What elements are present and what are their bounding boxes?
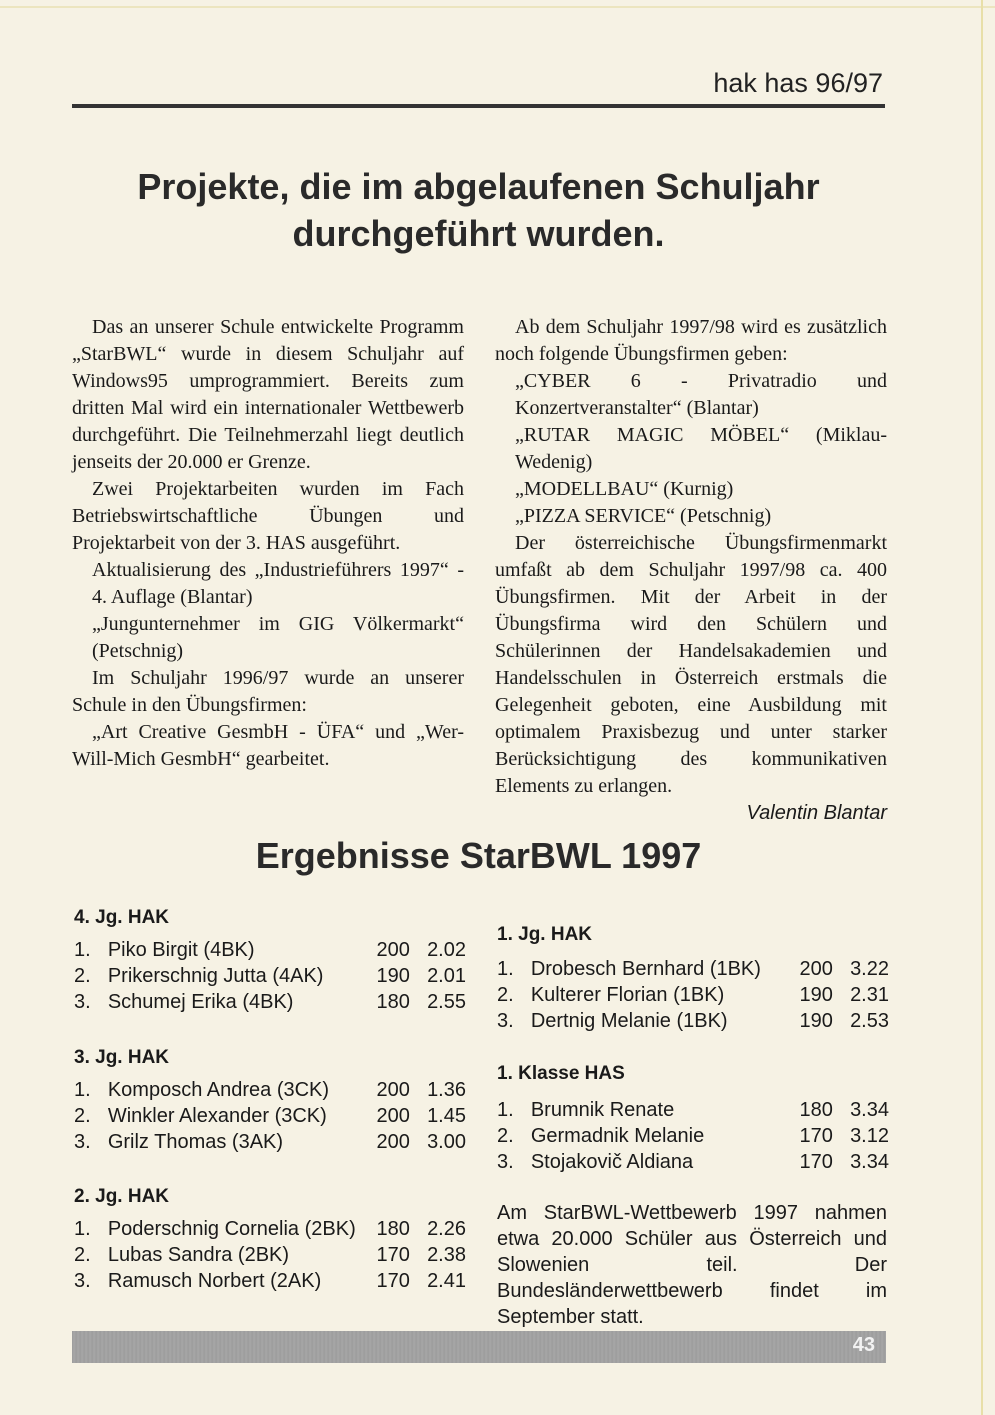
score: 3.00 [427,1131,466,1153]
page-edge [0,6,995,8]
paragraph: Im Schuljahr 1996/97 wurde an unserer Schule in den Übungsfirmen: [72,667,464,716]
paragraph: Das an unserer Schule entwickelte Programm „StarBWL“ wurde in diesem Schuljahr auf Windows95 umprogrammiert. Bereits zum dritten Mal wird ein internationaler Wettbewerb durchgeführt. Die Teilnehmerzahl liegt deutlich jenseits der 20.000 er Grenze. [72,316,464,473]
student-name: Piko Birgit (4BK) [107,939,255,961]
result-row [74,1268,466,1294]
rank: 1. [497,958,514,980]
score: 2.31 [850,984,889,1006]
points: 180 [376,991,410,1013]
student-name: Prikerschnig Jutta (4AK) [107,965,324,987]
company-item: „CYBER 6 - Privatradio und Konzertveranstalter“ (Blantar) [515,370,887,419]
student-name: Germadnik Melanie [530,1125,705,1147]
page-title [72,163,885,257]
student-name: Brumnik Renate [530,1099,675,1121]
student-name: Schumej Erika (4BK) [107,991,294,1013]
result-row [74,1103,466,1129]
score: 1.45 [427,1105,466,1127]
score: 3.12 [850,1125,889,1147]
header-rule [72,104,885,108]
results-group [74,1045,466,1155]
rank: 1. [497,1099,514,1121]
result-row [74,1216,466,1242]
result-row [497,1008,889,1034]
student-name: Stojakovič Aldiana [530,1151,694,1173]
project-item: Aktualisierung des „Industrieführers 1997“ - 4. Auflage (Blantar) [92,559,464,608]
results-title: Ergebnisse StarBWL 1997 [255,835,702,876]
group-heading: 3. Jg. HAK [74,1047,170,1068]
running-header: hak has 96/97 [713,68,883,98]
points: 170 [799,1151,833,1173]
result-row [497,1123,889,1149]
paragraph: Ab dem Schuljahr 1997/98 wird es zusätzlich noch folgende Übungsfirmen geben: [495,316,887,365]
student-name: Lubas Sandra (2BK) [107,1244,290,1266]
result-row [74,1129,466,1155]
points: 180 [799,1099,833,1121]
result-row [497,982,889,1008]
right-column [495,314,887,827]
points: 200 [376,939,410,961]
rank: 2. [74,1244,91,1266]
points: 200 [799,958,833,980]
rank: 3. [74,1131,91,1153]
student-name: Dertnig Melanie (1BK) [530,1010,728,1032]
points: 170 [376,1270,410,1292]
footer-bar [72,1331,886,1363]
paragraph: „Art Creative GesmbH - ÜFA“ und „Wer-Will-Mich GesmbH“ gearbeitet. [72,721,464,770]
score: 2.41 [427,1270,466,1292]
results-group [497,1061,889,1175]
rank: 1. [74,1079,91,1101]
group-heading: 1. Klasse HAS [497,1063,625,1084]
group-heading: 1. Jg. HAK [497,924,593,945]
project-item: „Jungunternehmer im GIG Völkermarkt“ (Petschnig) [92,613,464,662]
points: 190 [376,965,410,987]
result-row [74,989,466,1015]
result-row [74,1077,466,1103]
company-item: „RUTAR MAGIC MÖBEL“ (Miklau-Wedenig) [515,424,887,473]
results-group [74,1184,466,1294]
rank: 3. [74,991,91,1013]
points: 200 [376,1131,410,1153]
student-name: Grilz Thomas (3AK) [107,1131,284,1153]
left-column [72,314,464,773]
points: 190 [799,1010,833,1032]
score: 2.02 [427,939,466,961]
results-note: Am StarBWL-Wettbewerb 1997 nahmen etwa 20.000 Schüler aus Österreich und Slowenien teil. Der Bundesländerwettbewerb findet im September statt. [497,1202,887,1328]
score: 1.36 [427,1079,466,1101]
score: 2.38 [427,1244,466,1266]
score: 2.01 [427,965,466,987]
company-item: „PIZZA SERVICE“ (Petschnig) [515,505,772,527]
result-row [74,937,466,963]
result-row [74,1242,466,1268]
title-line: durchgeführt wurden. [292,213,665,254]
points: 200 [376,1105,410,1127]
score: 2.53 [850,1010,889,1032]
rank: 2. [497,984,514,1006]
paragraph: Zwei Projektarbeiten wurden im Fach Betriebswirtschaftliche Übungen und Projektarbeit von der 3. HAS ausgeführt. [72,478,464,554]
results-group [497,922,889,1034]
result-row [497,1149,889,1175]
group-heading: 2. Jg. HAK [74,1186,170,1207]
score: 2.55 [427,991,466,1013]
company-item: „MODELLBAU“ (Kurnig) [515,478,734,500]
student-name: Kulterer Florian (1BK) [530,984,725,1006]
signature-line [495,800,887,827]
rank: 2. [497,1125,514,1147]
student-name: Drobesch Bernhard (1BK) [530,958,761,980]
rank: 2. [74,1105,91,1127]
result-row [497,956,889,982]
score: 3.34 [850,1151,889,1173]
results-group [74,905,466,1015]
author-signature: Valentin Blantar [746,802,887,824]
rank: 3. [497,1010,514,1032]
score: 2.26 [427,1218,466,1240]
group-heading: 4. Jg. HAK [74,907,170,928]
page-edge [981,0,983,1415]
student-name: Komposch Andrea (3CK) [107,1079,330,1101]
paragraph: Der österreichische Übungsfirmenmarkt umfaßt ab dem Schuljahr 1997/98 ca. 400 Übungsfirmen. Mit der Arbeit in der Übungsfirma wird den Schülern und Schülerinnen der Handelsakademien und Handelsschulen in Österreich erstmals die Gelegenheit geboten, eine Ausbildung mit optimalem Praxisbezug und unter starker Berücksichtigung des kommunikativen Elements zu erlangen. [495,532,887,797]
points: 170 [799,1125,833,1147]
points: 200 [376,1079,410,1101]
rank: 3. [74,1270,91,1292]
rank: 1. [74,939,91,961]
title-line: Projekte, die im abgelaufenen Schuljahr [137,166,820,207]
score: 3.34 [850,1099,889,1121]
score: 3.22 [850,958,889,980]
points: 180 [376,1218,410,1240]
result-row [74,963,466,989]
student-name: Ramusch Norbert (2AK) [107,1270,322,1292]
student-name: Winkler Alexander (3CK) [107,1105,327,1127]
rank: 2. [74,965,91,987]
student-name: Poderschnig Cornelia (2BK) [107,1218,356,1240]
rank: 3. [497,1151,514,1173]
rank: 1. [74,1218,91,1240]
points: 170 [376,1244,410,1266]
result-row [497,1097,889,1123]
page-number: 43 [852,1334,875,1356]
points: 190 [799,984,833,1006]
